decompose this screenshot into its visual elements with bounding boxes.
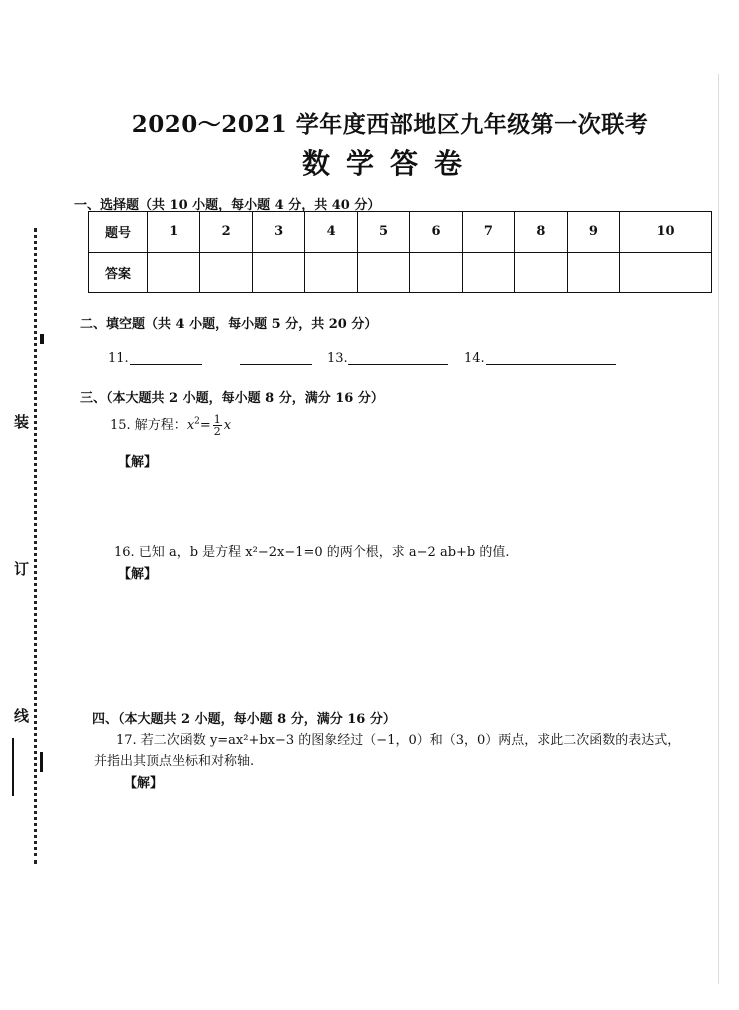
binding-char-zhuang: 装 [14,409,29,434]
answer-cell[interactable] [200,252,252,293]
binding-dotted-line [34,228,37,864]
q15-fraction [213,414,222,437]
table-row-numbers [89,212,712,253]
answer-cell[interactable] [620,252,712,293]
exam-subtitle: 数学答卷 [301,147,478,180]
question-number-cell: 6 [410,212,462,253]
table-row-answers [89,252,712,293]
question-number-cell: 4 [305,212,357,253]
q15-prefix: 15. 解方程： [110,418,187,433]
row-label-number: 题号 [89,212,148,253]
section-fill-heading: 二、填空题（共 4 小题，每小题 5 分，共 20 分） [80,317,378,332]
question-15 [110,414,231,437]
q15-numerator: 1 [213,413,221,426]
fill-label-11: 11. [108,351,129,366]
answer-cell[interactable] [148,252,200,293]
q17-solution-label: 【解】 [124,776,164,791]
q16-solution-label: 【解】 [118,567,158,582]
scan-mark [40,334,44,344]
question-number-cell: 10 [620,212,712,253]
answer-cell[interactable] [305,252,357,293]
question-17-line1: 17. 若二次函数 y=ax²+bx−3 的图象经过（−1，0）和（3，0）两点，求此二次函数的表达式， [116,733,681,748]
answer-cell[interactable] [462,252,514,293]
scan-mark [40,752,43,772]
answer-cell[interactable] [567,252,619,293]
question-number-cell: 1 [148,212,200,253]
page-edge-shadow [718,74,719,984]
question-number-cell: 7 [462,212,514,253]
question-number-cell: 2 [200,212,252,253]
question-number-cell: 3 [252,212,304,253]
scan-mark [12,738,14,796]
q15-rhs: x [223,418,232,433]
fill-blank-13[interactable] [348,352,448,365]
section-four-heading: 四、（本大题共 2 小题，每小题 8 分，满分 16 分） [92,712,396,727]
fill-label-14: 14. [464,351,485,366]
q15-lhs: x [186,418,195,433]
q15-denominator: 2 [213,425,221,438]
fill-label-13: 13. [327,351,348,366]
answer-cell[interactable] [410,252,462,293]
row-label-answer: 答案 [89,252,148,293]
question-number-cell: 8 [515,212,567,253]
binding-char-xian: 线 [14,703,29,728]
q15-exponent: 2 [194,416,200,427]
question-number-cell: 5 [357,212,409,253]
section-three-heading: 三、（本大题共 2 小题，每小题 8 分，满分 16 分） [80,391,384,406]
fill-blank-11[interactable] [130,352,202,365]
fill-blank-12[interactable] [240,352,312,365]
q15-equals: = [199,418,211,433]
fill-blank-14[interactable] [486,352,616,365]
answer-cell[interactable] [252,252,304,293]
question-number-cell: 9 [567,212,619,253]
answer-cell[interactable] [515,252,567,293]
exam-title: 2020～2021 学年度西部地区九年级第一次联考 [131,111,649,138]
section-choice-heading: 一、选择题（共 10 小题，每小题 4 分，共 40 分） [74,198,381,213]
question-17-line2: 并指出其顶点坐标和对称轴. [94,754,255,769]
answer-cell[interactable] [357,252,409,293]
q15-solution-label: 【解】 [118,455,158,470]
question-16: 16. 已知 a，b 是方程 x²−2x−1=0 的两个根，求 a−2 ab+b 的值. [114,545,510,560]
binding-char-ding: 订 [14,556,29,581]
answer-table [88,211,712,293]
